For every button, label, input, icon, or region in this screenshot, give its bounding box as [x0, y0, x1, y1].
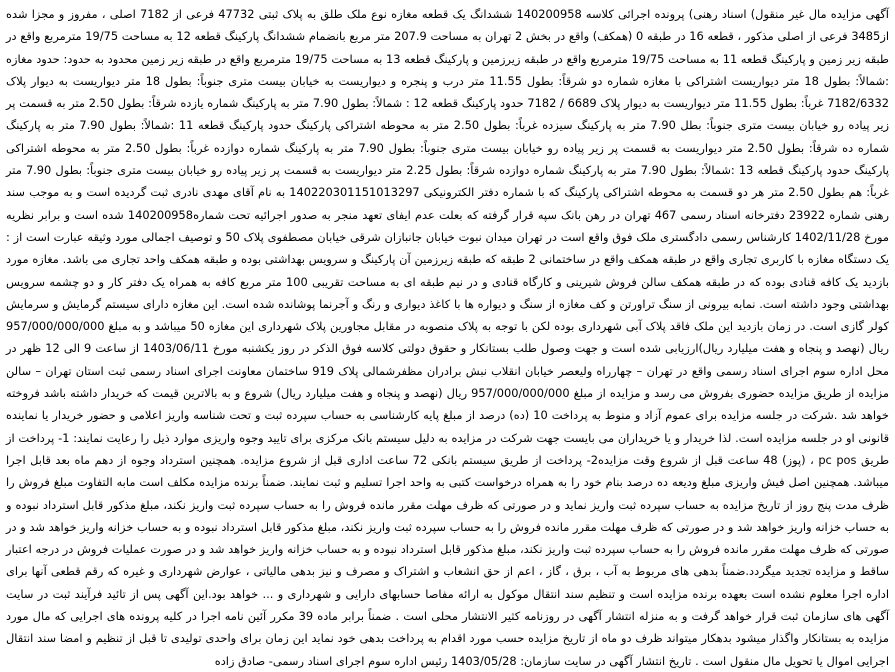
auction-notice-text: آگهی مزایده مال غیر منقول) اسناد رهنی) پرونده اجرائی کلاسه 140200958 ششدانگ یک قطعه مغازه نوع ملک طلق به پلاک ثبتی 47732 فرعی از 7182 اصلی ، مفروز و مجزا شده از3485 فرعی از اصلی مذکور ، قطعه 16 در طبقه 0 (همکف) واقع در بخش 2 تهران به مساحت 207.9 متر مربع بانضمام ششدانگ پارکینگ قطعه 12 به مساحت 19/75 مترمربع واقع در طبقه زیر زمین و پارکینگ قطعه 11 به مساحت 19/75 مترمربع واقع در طبقه زیرزمین و پارکینگ قطعه 13 به مساحت 19/75 مترمربع واقع در طبقه زیر زمین محدود به حدود: حدود مغازه :شمالاً: بطول 18 متر دیواریست اشتراکی با مغازه شماره دو شرقاً: بطول 11.55 متر درب و پنجره و دیواریست به خیابان بیست متری جنوباً: بطول 18 متر دیواریست به دیوار پلاک 7182/6332 غرباً: بطول 11.55 متر دیواریست به دیوار پلاک 6689 / 7182 حدود پارکینگ قطعه 12 : شمالاً: بطول 7.90 متر به پارکینگ شماره یازده شرقاً: بطول 2.50 متر به قسمت پر زیر پیاده رو خیابان بیست متری جنوباً: بطل 7.90 متر به پارکینگ سیزده غرباً: بطول 2.50 متر به محوطه اشتراکی پارکینگ حدود پارکینگ قطعه 11 :شمالاً: بطول 7.90 متر به پارکینگ شماره ده شرقاً: بطول 2.50 متر دیواریست به قسمت پر زیر پیاده رو خیابان بیست متری جنوباً: بطول 7.90 متر به پارکینگ شماره دوازده غرباً: بطول 2.50 متر به محوطه اشتراکی پارکینگ حدود پارکینگ قطعه 13 :شمالاً: بطول 7.90 متر به پارکینگ شماره دوازده شرقاً: بطول 2.25 متر دیواریست به قسمت پر زیر پیاده رو خیابان بیست متری جنوباً: بطول 7.90 متر غرباً: هم بطول 2.50 متر هر دو قسمت به محوطه اشتراکی پارکینگ که با شماره دفتر الکترونیکی 140220301151013297 به نام آقای مهدی نادری ثبت گردیده است و به موجب سند رهنی شماره 23922 دفترخانه اسناد رسمی 467 تهران در رهن بانک سپه قرار گرفته که بعلت عدم ایفای تعهد منجر به صدور اجرائیه تحت شماره140200958 شده است و برابر نظریه مورخ 1402/11/28 کارشناس رسمی دادگستری ملک فوق واقع است در تهران میدان نبوت خیابان جانبازان شرقی خیابان مصطفوی پلاک 50 و توصیف اجمالی مورد وثیقه عبارت است از : یک دستگاه مغازه با کاربری تجاری واقع در طبقه همکف واقع در ساختمانی 2 طبقه که طبقه زیرزمین آن پارکینگ و سرویس بهداشتی بوده و طبقه همکف واحد تجاری می باشد. مغازه مورد بازدید یک کافه قنادی بوده که در طبقه همکف سالن فروش شیرینی و کارگاه قنادی و در نیم طبقه ای به مساحت تقریبی 100 متر مربع کافه به همراه یک دفتر کار و دو چشمه سرویس بهداشتی وجود داشته است. نمابه بیرونی از سنگ تراورتن و کف مغازه از سنگ و دیواره ها با کاغذ دیواری و رنگ و آجرنما پوشانده شده است. این مغازه دارای سیستم گرمایش و سرمایش کولر گازی است. در زمان بازدید این ملک فاقد پلاک آبی شهرداری بوده لکن با توجه به پلاک منصوبه در مقابل مجاورین پلاک شهرداری این مغازه 50 میباشد و به مبلغ 957/000/000/000 ریال (نهصد و پنجاه و هفت میلیارد ریال)ارزیابی شده است و جهت وصول طلب بستانکار و حقوق دولتی کلاسه فوق الذکر در روز یکشنبه مورخ 1403/06/11 از ساعت 9 الی 12 ظهر در محل اداره سوم اجرای اسناد رسمی واقع در تهران – چهارراه ولیعصر خیابان انقلاب نبش برادران مظفرشمالی پلاک 919 ساختمان معاونت اجرای اسناد رسمی ثبت استان تهران – سالن مزایده از طریق مزایده حضوری بفروش می رسد و مزایده از مبلغ 957/000/000/000 ریال (نهصد و پنجاه و هفت میلیارد ریال) شروع و به بالاترین قیمت که خریدار داشته باشد فروخته خواهد شد .شرکت در جلسه مزایده برای عموم آزاد و منوط به پرداخت 10 (ده) درصد از مبلغ پایه کارشناسی به حساب سپرده ثبت و تحت شناسه واریز اعلامی و حضور خریدار یا نماینده قانونی او در جلسه مزایده است. لذا خریدار و یا خریداران می بایست جهت شرکت در مزایده به دلیل سیستم بانک مرکزی برای تایید وجوه واریزی موارد ذیل را رعایت نمایند: 1- پرداخت از طریق pc pos ، (پوز) 48 ساعت قبل از شروع وقت مزایده2- پرداخت از طریق سیستم بانکی 72 ساعت اداری قبل از شروع مزایده. همچنین استرداد وجوه از دهم ماه بعد قابل اجرا میباشد. همچنین اصل فیش واریزی مبلغ ودیعه ده درصد بنام خود را به همراه درخواست کتبی به واحد اجرا تسلیم و ثبت نمایند. ضمناً برنده مزایده مکلف است مابه التفاوت مبلغ فروش را ظرف مدت پنج روز از تاریخ مزایده به حساب سپرده ثبت واریز نماید و در صورتی که ظرف مهلت مقرر مانده فروش را به حساب سپرده ثبت واریز نکند، مبلغ مذکور قابل استرداد نبوده و به حساب خزانه واریز خواهد شد و در صورتی که ظرف مهلت مقرر مانده فروش را به حساب سپرده ثبت واریز نکند، مبلغ مذکور قابل استرداد نبوده و به حساب خزانه واریز خواهد شد و در صورتی که ظرف مهلت مقرر مانده فروش را به حساب سپرده ثبت واریز نکند، مبلغ مذکور قابل استرداد نبوده و به حساب خزانه واریز خواهد شد و در صورت عملیات فروش در درجه اعتبار ساقط و مزایده تجدید میگردد.ضمناً بدهی های مربوط به آب ، برق ، گاز ، اعم از حق انشعاب و اشتراک و مصرف و نیز بدهی مالیاتی ، عوارض شهرداری و غیره که رقم قطعی آنها برای اداره اجرا معلوم نشده است بعهده برنده مزایده است و تنظیم سند انتقال موکول به ارائه مفاصا حسابهای دارایی و شهرداری و ... خواهد بود.این آگهی پس از تائید فرآیند ثبت در سایت آگهی های سازمان ثبت قرار خواهد گرفت و به منزله انتشار آگهی در روزنامه کثیر الانتشار محلی است . ضمناً برابر ماده 39 مکرر آئین نامه اجرا در کلیه پرونده های اجرایی که مال مورد مزایده به بستانکار واگذار میشود بدهکار میتواند ظرف دو ماه از تاریخ مزایده حسب مورد اقدام به پرداخت بدهی خود نماید این زمان برای واحدی تولیدی تا قبل از تنظیم و امضا سند انتقال اجرایی اموال یا تحویل مال منقول است . تاریخ انتشار آگهی در سایت سازمان: 1403/05/28 رئیس اداره سوم اجرای اسناد رسمی- صادق زاده — [6, 7, 890, 668]
